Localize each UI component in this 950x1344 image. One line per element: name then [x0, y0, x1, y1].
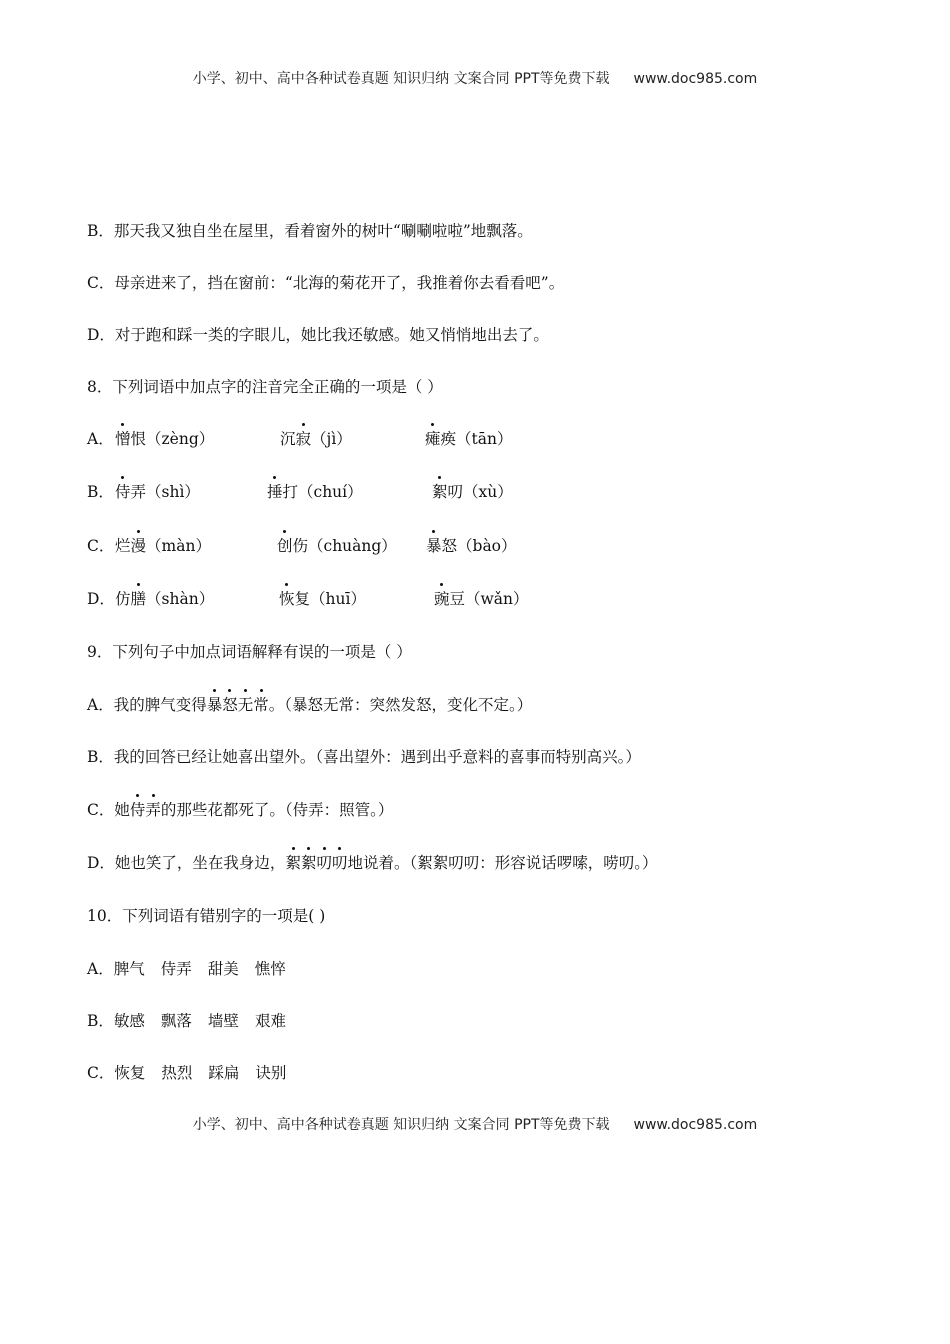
footer-banner [0, 1114, 950, 1134]
header-banner-site[interactable]: www.doc985.com [633, 71, 758, 87]
q7-option-b: B．那天我又独自坐在屋里，看着窗外的树叶“唰唰啦啦”地飘落。 [87, 222, 533, 240]
q8-option-c [87, 535, 517, 557]
option-label: A． [87, 430, 114, 448]
q10-stem: 10．下列词语有错别字的一项是( ) [87, 907, 326, 925]
word-item: 絮叨（xù） [432, 483, 513, 501]
word-item: 捶打（chuí） [267, 483, 363, 501]
q10-option-b: B．敏感 飘落 墙壁 艰难 [87, 1012, 286, 1030]
q9-stem: 9．下列句子中加点词语解释有误的一项是（ ） [87, 643, 412, 661]
word-item: 恢复（huī） [279, 590, 366, 608]
word-item: 沉寂（jì） [280, 430, 352, 448]
q9-option-d: D．她也笑了，坐在我身边，絮絮叨叨地说着。（絮絮叨叨：形容说话啰嗦，唠叨。） [87, 854, 658, 872]
word-item: 瘫痪（tān） [425, 430, 513, 448]
q9-option-a: A．我的脾气变得暴怒无常。（暴怒无常：突然发怒，变化不定。） [87, 696, 533, 714]
header-banner [0, 68, 950, 88]
q8-option-a [87, 428, 513, 450]
option-label: C． [87, 537, 115, 555]
option-label: B． [87, 483, 114, 501]
word-item: 侍弄（shì） [115, 483, 200, 501]
header-banner-text: 小学、初中、高中各种试卷真题 知识归纳 文案合同 PPT等免费下载 [192, 71, 610, 87]
word-item: 豌豆（wǎn） [434, 590, 529, 608]
q8-option-d [87, 588, 529, 610]
q9-option-c: C．她侍弄的那些花都死了。（侍弄：照管。） [87, 801, 394, 819]
word-item: 仿膳（shàn） [115, 590, 215, 608]
q10-option-a: A．脾气 侍弄 甜美 憔悴 [87, 960, 286, 978]
q7-option-d: D．对于跑和踩一类的字眼儿，她比我还敏感。她又悄悄地出去了。 [87, 326, 549, 344]
q8-stem: 8．下列词语中加点字的注音完全正确的一项是（ ） [87, 378, 443, 396]
word-item: 烂漫（màn） [115, 537, 211, 555]
footer-banner-site[interactable]: www.doc985.com [633, 1117, 758, 1133]
option-label: D． [87, 590, 115, 608]
q8-option-b [87, 481, 513, 503]
word-item: 创伤（chuàng） [277, 537, 397, 555]
word-item: 憎恨（zèng） [115, 430, 215, 448]
q7-option-c: C．母亲进来了，挡在窗前：“北海的菊花开了，我推着你去看看吧”。 [87, 274, 565, 292]
footer-banner-text: 小学、初中、高中各种试卷真题 知识归纳 文案合同 PPT等免费下载 [192, 1117, 610, 1133]
q10-option-c: C．恢复 热烈 踩扁 诀别 [87, 1064, 287, 1082]
q9-option-b: B．我的回答已经让她喜出望外。（喜出望外：遇到出乎意料的喜事而特别高兴。） [87, 748, 641, 766]
word-item: 暴怒（bào） [426, 537, 517, 555]
